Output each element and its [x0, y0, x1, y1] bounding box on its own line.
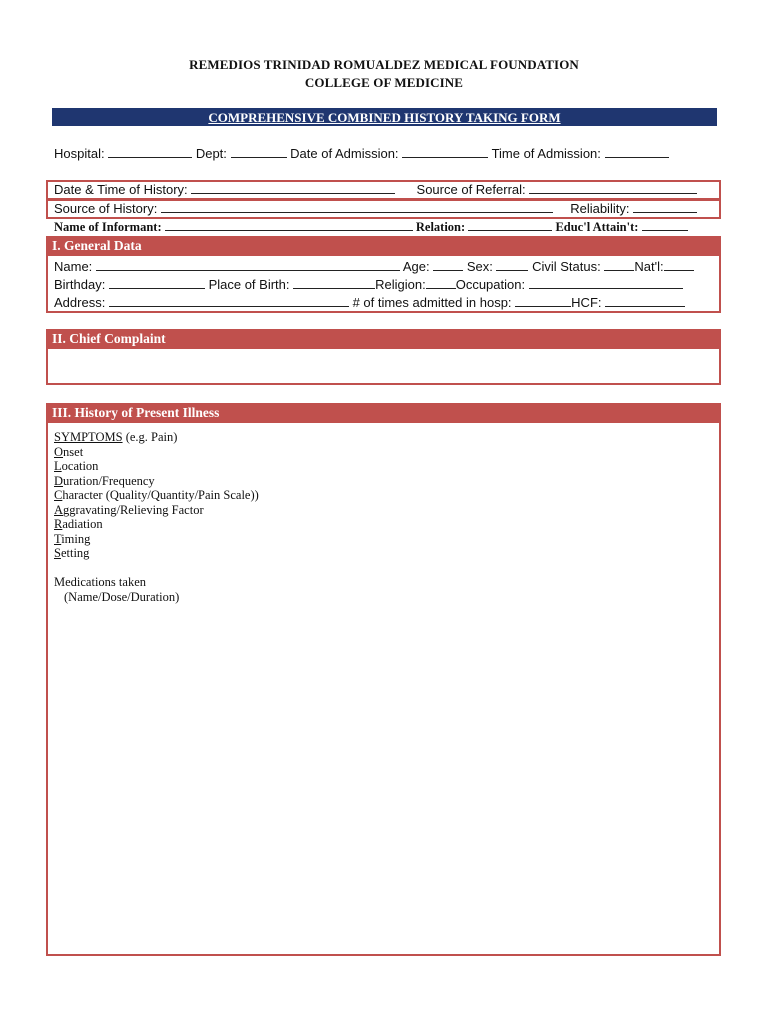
medications-label: Medications taken — [54, 575, 146, 589]
place-of-birth-label: Place of Birth: — [208, 277, 290, 292]
college-name: COLLEGE OF MEDICINE — [304, 75, 464, 90]
place-of-birth-field[interactable] — [293, 277, 375, 289]
source-history-row — [54, 201, 697, 217]
time-of-admission-label: Time of Admission: — [491, 146, 601, 161]
hospital-label: Hospital: — [54, 146, 105, 161]
hcf-label: HCF: — [571, 295, 602, 310]
reliability-label: Reliability: — [570, 201, 630, 216]
informant-field[interactable] — [165, 219, 413, 231]
religion-label: Religion: — [375, 277, 426, 292]
hospital-field[interactable] — [108, 146, 192, 158]
sex-label: Sex: — [466, 259, 493, 274]
time-of-admission-field[interactable] — [605, 146, 669, 158]
birthday-label: Birthday: — [54, 277, 106, 292]
name-label: Name: — [54, 259, 93, 274]
admission-row — [54, 146, 669, 162]
form-title: COMPREHENSIVE COMBINED HISTORY TAKING FORM — [52, 108, 717, 126]
datetime-history-field[interactable] — [191, 182, 395, 194]
relation-label: Relation: — [415, 220, 466, 234]
informant-label: Name of Informant: — [54, 220, 162, 234]
hpi-item-timing: Timing — [54, 531, 91, 546]
hpi-item-onset: Onset — [54, 444, 84, 459]
source-history-label: Source of History: — [54, 201, 158, 216]
age-label: Age: — [402, 259, 430, 274]
age-field[interactable] — [433, 259, 463, 271]
hpi-item-character: Character (Quality/Quantity/Pain Scale)) — [54, 488, 259, 502]
hpi-item-radiation: Radiation — [54, 517, 103, 531]
hpi-item-setting: Setting — [54, 546, 90, 560]
hcf-field[interactable] — [605, 295, 685, 307]
general-row-1 — [54, 259, 694, 275]
occupation-label: Occupation: — [455, 277, 526, 292]
address-field[interactable] — [109, 295, 349, 307]
date-of-admission-field[interactable] — [402, 146, 488, 158]
natl-label: Nat'l: — [634, 259, 664, 274]
hpi-header: III. History of Present Illness — [46, 403, 721, 423]
educ-label: Educ'l Attain't: — [555, 220, 639, 234]
datetime-history-label: Date & Time of History: — [54, 182, 188, 197]
reliability-field[interactable] — [633, 201, 697, 213]
religion-field[interactable] — [426, 277, 456, 289]
source-referral-field[interactable] — [529, 182, 697, 194]
general-row-3 — [54, 295, 685, 311]
source-history-field[interactable] — [161, 201, 553, 213]
civil-status-field[interactable] — [604, 259, 634, 271]
dept-field[interactable] — [231, 146, 287, 158]
chief-complaint-header: II. Chief Complaint — [46, 329, 721, 349]
occupation-field[interactable] — [529, 277, 683, 289]
name-field[interactable] — [96, 259, 400, 271]
history-datetime-row — [54, 182, 697, 198]
relation-field[interactable] — [468, 219, 552, 231]
date-of-admission-label: Date of Admission: — [290, 146, 399, 161]
sex-field[interactable] — [496, 259, 528, 271]
informant-row — [54, 219, 688, 235]
hpi-content — [54, 430, 259, 604]
chief-complaint-field[interactable] — [46, 349, 721, 385]
foundation-name: REMEDIOS TRINIDAD ROMUALDEZ MEDICAL FOUNDATION — [189, 57, 579, 72]
symptoms-example: (e.g. Pain) — [125, 430, 178, 444]
symptoms-label: SYMPTOMS — [54, 430, 123, 444]
hpi-item-aggravating: Aggravating/Relieving Factor — [54, 502, 204, 517]
general-data-header: I. General Data — [46, 236, 721, 256]
natl-field[interactable] — [664, 259, 694, 271]
times-admitted-field[interactable] — [515, 295, 571, 307]
symptoms-line — [54, 430, 259, 445]
medications-detail: (Name/Dose/Duration) — [64, 589, 180, 604]
source-referral-label: Source of Referral: — [416, 182, 526, 197]
civil-status-label: Civil Status: — [532, 259, 601, 274]
educ-field[interactable] — [642, 219, 688, 231]
hpi-item-location: Location — [54, 459, 99, 473]
address-label: Address: — [54, 295, 106, 310]
general-row-2 — [54, 277, 683, 293]
dept-label: Dept: — [195, 146, 227, 161]
hpi-item-duration: Duration/Frequency — [54, 473, 155, 488]
times-admitted-label: # of times admitted in hosp: — [352, 295, 512, 310]
birthday-field[interactable] — [109, 277, 205, 289]
